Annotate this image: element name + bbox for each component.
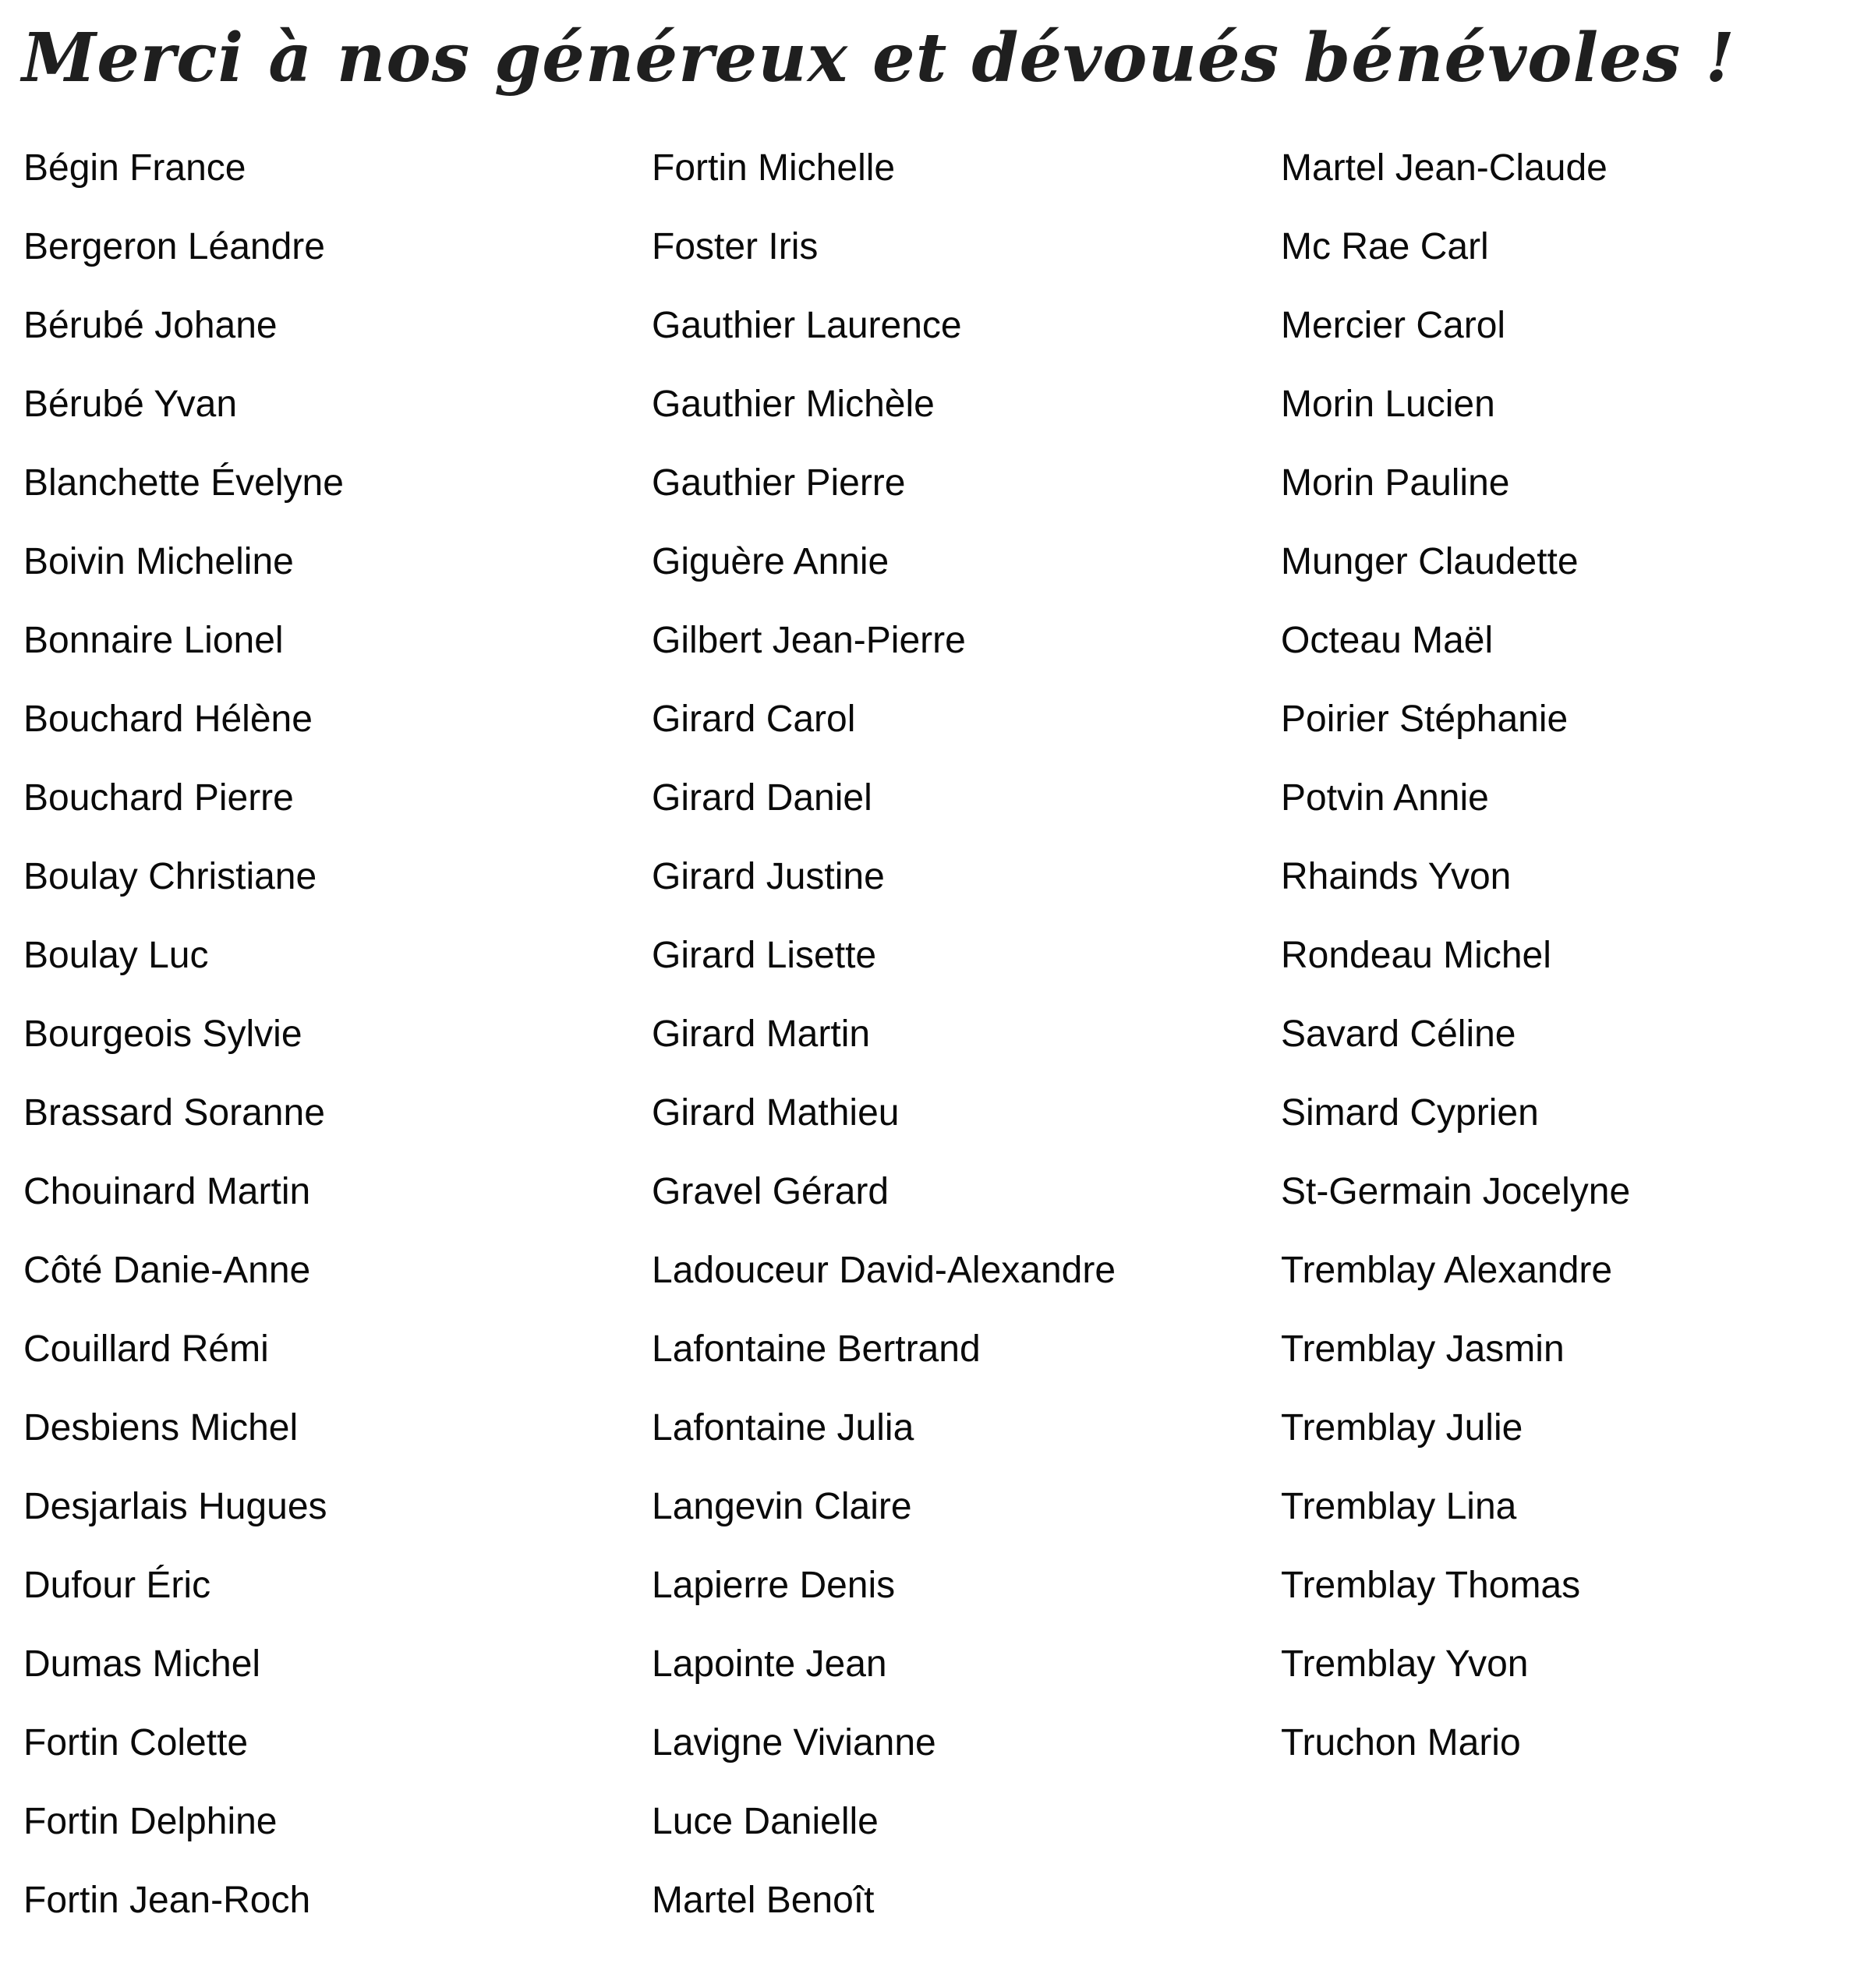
volunteer-name: Boulay Christiane — [23, 856, 317, 897]
volunteer-name: Couillard Rémi — [23, 1328, 269, 1370]
volunteer-name: Girard Martin — [652, 1013, 871, 1055]
volunteer-name: Bérubé Johane — [23, 305, 278, 346]
volunteer-name: Chouinard Martin — [23, 1171, 311, 1212]
volunteer-name: Rhainds Yvon — [1281, 856, 1512, 897]
volunteer-name: Bourgeois Sylvie — [23, 1013, 302, 1055]
volunteer-name: Morin Lucien — [1281, 384, 1495, 425]
volunteer-name: Brassard Soranne — [23, 1092, 325, 1134]
volunteer-name: Mc Rae Carl — [1281, 226, 1489, 267]
volunteer-name: Lafontaine Julia — [652, 1407, 914, 1449]
volunteer-name: Potvin Annie — [1281, 777, 1489, 819]
volunteer-name: Tremblay Lina — [1281, 1486, 1517, 1527]
volunteer-name: Lavigne Vivianne — [652, 1722, 936, 1763]
volunteer-name: Gilbert Jean-Pierre — [652, 620, 966, 661]
volunteer-name: Girard Mathieu — [652, 1092, 900, 1134]
volunteer-name: Fortin Delphine — [23, 1801, 278, 1842]
volunteer-name: Desbiens Michel — [23, 1407, 299, 1449]
volunteer-name: Ladouceur David-Alexandre — [652, 1250, 1116, 1291]
volunteer-name: St-Germain Jocelyne — [1281, 1171, 1631, 1212]
volunteer-name: Truchon Mario — [1281, 1722, 1521, 1763]
volunteer-name: Boivin Micheline — [23, 541, 294, 582]
volunteer-name: Bonnaire Lionel — [23, 620, 284, 661]
volunteer-name: Dumas Michel — [23, 1643, 261, 1685]
volunteer-name: Gauthier Laurence — [652, 305, 962, 346]
volunteer-name: Fortin Jean-Roch — [23, 1880, 311, 1921]
volunteer-name: Fortin Colette — [23, 1722, 249, 1763]
page-title: Merci à nos généreux et dévoués bénévoles ! — [22, 19, 1736, 97]
volunteer-name: Martel Jean-Claude — [1281, 147, 1608, 189]
volunteer-name: Tremblay Julie — [1281, 1407, 1523, 1449]
volunteer-name: Martel Benoît — [652, 1880, 875, 1921]
volunteer-name: Bergeron Léandre — [23, 226, 325, 267]
volunteer-name: Gauthier Michèle — [652, 384, 935, 425]
volunteer-name: Giguère Annie — [652, 541, 890, 582]
volunteer-name: Tremblay Yvon — [1281, 1643, 1529, 1685]
volunteer-name: Girard Justine — [652, 856, 885, 897]
volunteer-name: Tremblay Alexandre — [1281, 1250, 1613, 1291]
volunteer-name: Foster Iris — [652, 226, 819, 267]
volunteer-name: Savard Céline — [1281, 1013, 1516, 1055]
volunteer-name: Girard Daniel — [652, 777, 872, 819]
volunteer-name: Bouchard Hélène — [23, 699, 313, 740]
volunteer-name: Gauthier Pierre — [652, 462, 906, 504]
volunteer-name: Desjarlais Hugues — [23, 1486, 327, 1527]
volunteer-name: Tremblay Jasmin — [1281, 1328, 1565, 1370]
volunteer-name: Langevin Claire — [652, 1486, 912, 1527]
volunteer-name: Lafontaine Bertrand — [652, 1328, 981, 1370]
volunteer-name: Tremblay Thomas — [1281, 1565, 1581, 1606]
volunteer-list-column-2 — [652, 129, 1116, 1940]
volunteer-list-column-1 — [23, 129, 344, 1940]
volunteer-name: Côté Danie-Anne — [23, 1250, 311, 1291]
volunteer-name: Girard Lisette — [652, 935, 877, 976]
volunteer-name: Fortin Michelle — [652, 147, 896, 189]
volunteer-name: Munger Claudette — [1281, 541, 1579, 582]
volunteer-name: Simard Cyprien — [1281, 1092, 1539, 1134]
volunteer-name: Lapierre Denis — [652, 1565, 896, 1606]
volunteer-name: Bouchard Pierre — [23, 777, 294, 819]
volunteer-name: Octeau Maël — [1281, 620, 1494, 661]
volunteer-name: Boulay Luc — [23, 935, 209, 976]
volunteer-name: Gravel Gérard — [652, 1171, 890, 1212]
volunteer-name: Poirier Stéphanie — [1281, 699, 1569, 740]
volunteer-name: Bérubé Yvan — [23, 384, 238, 425]
volunteer-name: Rondeau Michel — [1281, 935, 1551, 976]
volunteer-list-column-3 — [1281, 129, 1630, 1782]
volunteer-name: Blanchette Évelyne — [23, 462, 344, 504]
volunteer-name: Luce Danielle — [652, 1801, 879, 1842]
volunteer-name: Morin Pauline — [1281, 462, 1510, 504]
volunteer-name: Girard Carol — [652, 699, 856, 740]
volunteer-name: Bégin France — [23, 147, 246, 189]
volunteer-name: Dufour Éric — [23, 1565, 211, 1606]
volunteer-name: Lapointe Jean — [652, 1643, 887, 1685]
volunteer-name: Mercier Carol — [1281, 305, 1506, 346]
